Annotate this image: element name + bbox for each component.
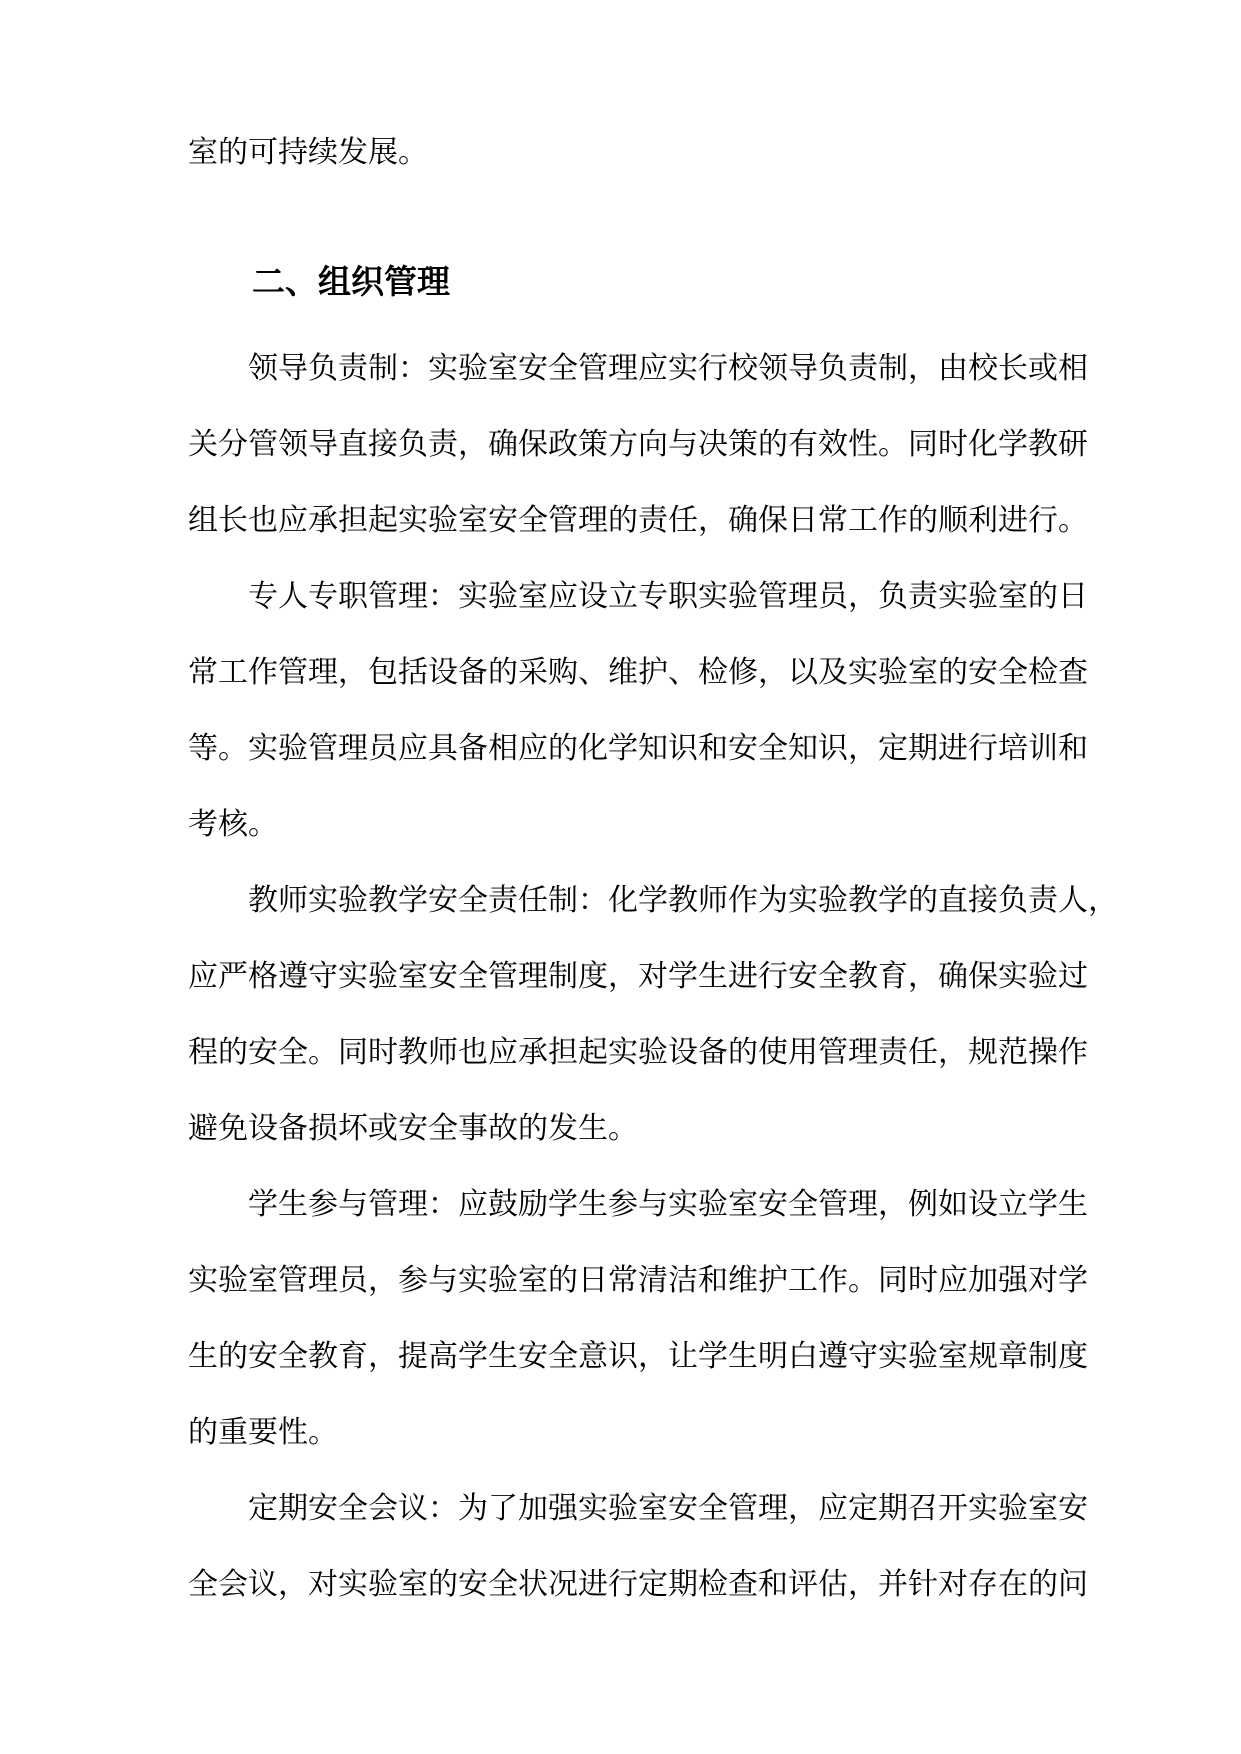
paragraph-line: 组长也应承担起实验室安全管理的责任，确保日常工作的顺利进行。 xyxy=(188,503,1088,538)
paragraph-line: 避免设备损坏或安全事故的发生。 xyxy=(188,1111,638,1146)
paragraph-line: 全会议，对实验室的安全状况进行定期检查和评估，并针对存在的问 xyxy=(188,1567,1088,1602)
paragraph-line: 学生参与管理：应鼓励学生参与实验室安全管理，例如设立学生 xyxy=(248,1187,1088,1222)
paragraph-line: 领导负责制：实验室安全管理应实行校领导负责制，由校长或相 xyxy=(248,351,1088,386)
paragraph-line: 考核。 xyxy=(188,807,278,842)
paragraph-line: 的重要性。 xyxy=(188,1415,338,1450)
paragraph-line: 等。实验管理员应具备相应的化学知识和安全知识，定期进行培训和 xyxy=(188,731,1088,766)
paragraph-line: 实验室管理员，参与实验室的日常清洁和维护工作。同时应加强对学 xyxy=(188,1263,1088,1298)
paragraph-line: 常工作管理，包括设备的采购、维护、检修，以及实验室的安全检查 xyxy=(188,655,1088,690)
paragraph-line: 定期安全会议：为了加强实验室安全管理，应定期召开实验室安 xyxy=(248,1491,1088,1526)
paragraph-line: 生的安全教育，提高学生安全意识，让学生明白遵守实验室规章制度 xyxy=(188,1339,1088,1374)
section-heading: 二、组织管理 xyxy=(252,262,450,301)
paragraph-line: 程的安全。同时教师也应承担起实验设备的使用管理责任，规范操作 xyxy=(188,1035,1088,1070)
paragraph-line: 室的可持续发展。 xyxy=(188,135,428,170)
paragraph-line: 关分管领导直接负责，确保政策方向与决策的有效性。同时化学教研 xyxy=(188,427,1088,462)
paragraph-line: 教师实验教学安全责任制：化学教师作为实验教学的直接负责人， xyxy=(248,883,1118,918)
paragraph-line: 应严格遵守实验室安全管理制度，对学生进行安全教育，确保实验过 xyxy=(188,959,1088,994)
paragraph-line: 专人专职管理：实验室应设立专职实验管理员，负责实验室的日 xyxy=(248,579,1088,614)
